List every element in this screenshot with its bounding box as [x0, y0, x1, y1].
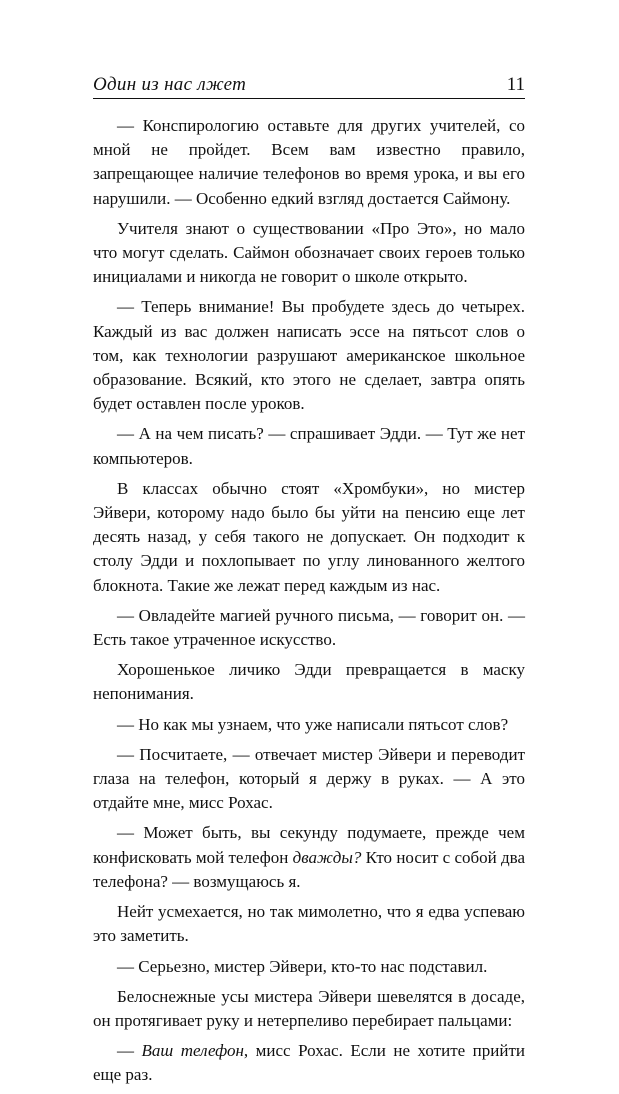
- running-header: [93, 74, 525, 96]
- body-text: [93, 114, 525, 1094]
- paragraph: В классах обычно стоят «Хромбуки», но мистер Эйвери, которому надо было бы уйти на пенсию еще лет десять назад, у себя такого не допускает. Он подходит к столу Эдди и похлопывает по углу линованного желтого блокнота. Такие же лежат перед каждым из нас.: [93, 478, 525, 595]
- paragraph: — Конспирологию оставьте для других учителей, со мной не пройдет. Всем вам известно правило, запрещающее наличие телефонов во время урока, и вы его нарушили. — Особенно едкий взгляд достается Саймону.: [93, 116, 525, 208]
- paragraph: — Ваш телефон, мисс Рохас. Если не хотите прийти еще раз.: [93, 1041, 525, 1085]
- paragraph: Белоснежные усы мистера Эйвери шевелятся в досаде, он протягивает руку и нетерпеливо перебирает пальцами:: [93, 986, 525, 1030]
- emphasis: дважды?: [292, 847, 362, 867]
- emphasis: Ваш телефон: [141, 1041, 244, 1061]
- paragraph: — Может быть, вы секунду подумаете, прежде чем конфисковать мой телефон дважды? Кто носит с собой два телефона? — возмущаюсь я.: [93, 823, 526, 891]
- paragraph: Хорошенькое личико Эдди превращается в маску непонимания.: [93, 660, 525, 704]
- paragraph: — Овладейте магией ручного письма, — говорит он. — Есть такое утраченное искусство.: [93, 605, 525, 650]
- paragraph: — Посчитаете, — отвечает мистер Эйвери и переводит глаза на телефон, который я держу в руках. — А это отдайте мне, мисс Рохас.: [93, 744, 525, 813]
- header-rule: [93, 98, 525, 99]
- page-number: 11: [506, 74, 525, 95]
- paragraph: — Теперь внимание! Вы пробудете здесь до четырех. Каждый из вас должен написать эссе на пятьсот слов о том, как технологии разрушают американское школьное образование. Всякий, кто этого не сделает, завтра опять будет оставлен после уроков.: [93, 297, 525, 414]
- running-title: Один из нас лжет: [93, 74, 247, 95]
- paragraph: — Серьезно, мистер Эйвери, кто-то нас подставил.: [117, 956, 488, 976]
- paragraph: Учителя знают о существовании «Про Это», но мало что могут сделать. Саймон обозначает своих героев только инициалами и никогда не говорит о школе открыто.: [93, 218, 525, 287]
- paragraph: Нейт усмехается, но так мимолетно, что я едва успеваю это заметить.: [93, 902, 525, 946]
- paragraph: — Но как мы узнаем, что уже написали пятьсот слов?: [117, 714, 509, 734]
- paragraph: — А на чем писать? — спрашивает Эдди. — Тут же нет компьютеров.: [93, 424, 525, 468]
